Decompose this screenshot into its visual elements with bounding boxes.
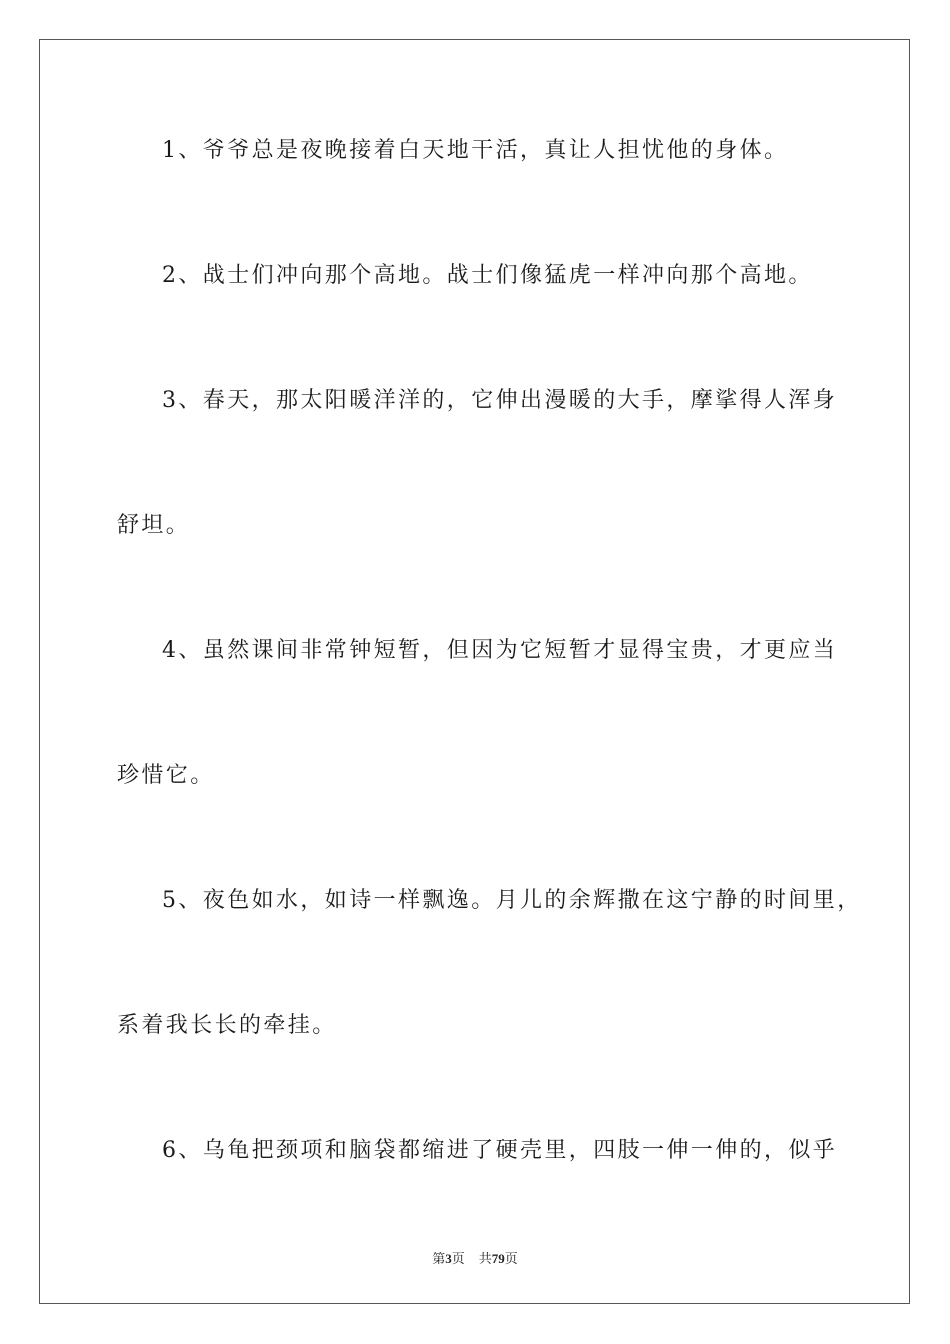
sentence-4: 4、虽然课间非常钟短暂，但因为它短暂才显得宝贵，才更应当 [162, 638, 838, 663]
page-footer [0, 1248, 950, 1267]
sentence-3: 3、春天，那太阳暖洋洋的，它伸出漫暖的大手，摩挲得人浑身 [162, 388, 838, 413]
sentence-5: 5、夜色如水，如诗一样飘逸。月儿的余辉撒在这宁静的时间里， [162, 888, 862, 913]
total-pages: 79 [491, 1251, 505, 1266]
sentence-2: 2、战士们冲向那个高地。战士们像猛虎一样冲向那个高地。 [162, 263, 813, 288]
page-prefix: 第 [432, 1251, 446, 1266]
total-prefix: 共 [478, 1251, 492, 1266]
sentence-4-continuation: 珍惜它。 [117, 763, 215, 788]
sentence-1: 1、爷爷总是夜晚接着白天地干活，真让人担忧他的身体。 [162, 138, 789, 163]
sentence-6: 6、乌龟把颈项和脑袋都缩进了硬壳里，四肢一伸一伸的，似乎 [162, 1138, 838, 1163]
total-suffix: 页 [504, 1251, 518, 1266]
sentence-5-continuation: 系着我长长的牵挂。 [117, 1013, 337, 1038]
page-number: 3 [445, 1251, 452, 1266]
page-suffix: 页 [451, 1251, 465, 1266]
page-border [39, 39, 910, 1304]
sentence-3-continuation: 舒坦。 [117, 513, 191, 538]
